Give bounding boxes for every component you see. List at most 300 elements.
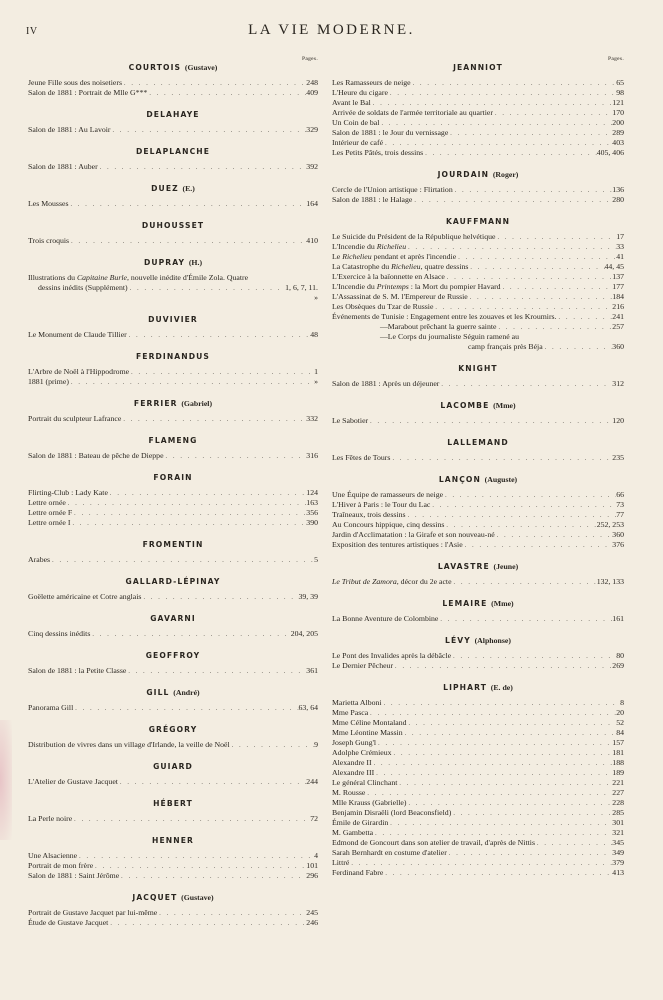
artist-heading <box>28 184 318 194</box>
artist-name: FORAIN <box>153 473 193 482</box>
artist-name: FROMENTIN <box>142 540 204 549</box>
entry-pages: 356 <box>306 508 318 517</box>
right-column <box>332 56 624 878</box>
entry-title: Joseph Gung'l <box>332 738 377 747</box>
dot-leader <box>557 313 613 322</box>
entry-pages: 403 <box>612 138 624 147</box>
entry-pages: 161 <box>612 614 624 623</box>
entry-title-part: L'Incendie du <box>332 242 377 251</box>
entry-dash: — <box>380 332 388 341</box>
index-entry <box>332 108 624 118</box>
dot-leader <box>365 789 612 798</box>
section-gap <box>332 352 624 364</box>
section-gap <box>332 671 624 683</box>
artist-name: DUPRAY <box>143 258 186 267</box>
dot-leader <box>445 273 612 282</box>
dot-leader <box>406 799 612 808</box>
section-gap <box>28 424 318 436</box>
section-gap <box>28 713 318 725</box>
index-entry <box>28 367 318 377</box>
paper-stain <box>0 720 12 840</box>
dot-leader <box>128 284 285 294</box>
artist-heading <box>332 636 624 646</box>
artist-heading <box>28 577 318 587</box>
index-entry <box>28 555 318 565</box>
index-entry <box>28 488 318 498</box>
entry-title: Le Corps du journaliste Séguin ramené au <box>387 332 520 341</box>
entry-title-part: pendant et après l'incendie <box>371 252 457 261</box>
index-entry <box>332 500 624 510</box>
entry-title: Le Dernier Pêcheur <box>332 661 394 670</box>
entry-title: Salon de 1881 : Après un déjeuner <box>332 379 440 388</box>
index-entry <box>332 738 624 748</box>
dot-leader <box>493 109 612 118</box>
index-entry <box>332 242 624 252</box>
entry-pages: 392 <box>306 162 318 171</box>
artist-heading <box>28 399 318 409</box>
artist-heading <box>28 63 318 73</box>
artist-heading <box>28 315 318 325</box>
artist-heading <box>332 63 624 73</box>
section-gap <box>332 158 624 170</box>
entry-pages: 329 <box>306 125 318 134</box>
dot-leader <box>70 519 306 528</box>
index-entry <box>28 125 318 135</box>
entry-pages: 189 <box>612 768 624 777</box>
artist-name: GUIARD <box>153 762 193 771</box>
artist-qualifier: (André) <box>173 688 200 697</box>
dot-leader <box>411 79 617 88</box>
dot-leader <box>93 862 306 871</box>
entry-title-continued: dessins inédits (Supplément) <box>38 283 128 292</box>
entry-title: Les Ramasseurs de neige <box>332 78 411 87</box>
entry-pages: 379 <box>612 858 624 867</box>
entry-title: Mme Léontine Massin <box>332 728 403 737</box>
entry-pages: 360 <box>612 530 624 539</box>
index-entry <box>332 698 624 708</box>
index-entry <box>332 232 624 242</box>
dot-leader <box>98 163 307 172</box>
entry-title: Alexandre II <box>332 758 372 767</box>
artist-qualifier: (Gustave) <box>184 63 218 72</box>
index-entry <box>332 148 624 158</box>
entry-title: Salon de 1881 : Saint Jérôme <box>28 871 120 880</box>
entry-title: M. Gambetta <box>332 828 374 837</box>
entry-pages: » <box>314 293 318 302</box>
left-column <box>28 56 318 928</box>
artist-name: GILL <box>146 688 170 697</box>
index-entry <box>332 379 624 389</box>
index-entry <box>332 453 624 463</box>
entry-pages: 257 <box>612 322 624 331</box>
entry-title: Une Équipe de ramasseurs de neige <box>332 490 444 499</box>
artist-heading <box>332 562 624 572</box>
section-gap <box>332 463 624 475</box>
entry-pages: 376 <box>612 540 624 549</box>
entry-title: Lettre ornée <box>28 498 66 507</box>
artist-name: DUVIVIER <box>148 315 198 324</box>
artist-heading <box>28 799 318 809</box>
entry-pages: 120 <box>612 416 624 425</box>
entry-title: L'Arbre de Noël à l'Hippodrome <box>28 367 130 376</box>
section-gap <box>28 565 318 577</box>
entry-pages: 409 <box>306 88 318 97</box>
entry-pages: 360 <box>612 342 624 351</box>
index-entry <box>332 858 624 868</box>
entry-pages: 98 <box>616 88 624 97</box>
index-entry <box>28 88 318 98</box>
index-entry <box>332 651 624 661</box>
dot-leader <box>543 343 613 352</box>
index-entry <box>332 312 624 322</box>
entry-title: La Bonne Aventure de Colombine <box>332 614 439 623</box>
entry-pages: 410 <box>306 236 318 245</box>
dot-leader <box>129 368 314 377</box>
artist-heading <box>28 651 318 661</box>
dot-leader <box>463 541 613 550</box>
section-gap <box>332 205 624 217</box>
artist-qualifier: (Jeune) <box>493 562 519 571</box>
section-gap <box>28 824 318 836</box>
entry-title: Flirting-Club : Lady Kate <box>28 488 108 497</box>
entry-title-part: Le <box>332 252 343 261</box>
artist-heading <box>28 221 318 231</box>
dot-leader <box>69 200 307 209</box>
section-gap <box>28 639 318 651</box>
artist-name: GAVARNI <box>150 614 196 623</box>
entry-title: Traîneaux, trois dessins <box>332 510 406 519</box>
section-gap <box>332 426 624 438</box>
dot-leader <box>423 149 597 158</box>
artist-heading <box>28 147 318 157</box>
entry-pages: 405, 406 <box>596 148 624 157</box>
entry-pages: 246 <box>306 918 318 927</box>
section-gap <box>28 881 318 893</box>
dot-leader <box>371 99 612 108</box>
entry-title: Salon de 1881 : Auber <box>28 162 98 171</box>
entry-title: L'Assassinat de S. M. l'Empereur de Russie <box>332 292 468 301</box>
dot-leader <box>501 283 613 292</box>
pages-label: Pages. <box>301 56 318 62</box>
index-entry <box>332 718 624 728</box>
index-entry <box>28 377 318 387</box>
entry-title: Événements de Tunisie : Engagement entre les zouaves et les Kroumirs. <box>332 312 557 321</box>
entry-pages: 44, 45 <box>604 262 624 271</box>
artist-heading <box>332 599 624 609</box>
entry-title: Mme Céline Montaland <box>332 718 407 727</box>
entry-title: Salon de 1881 : Bateau de pêche de Dieppe <box>28 451 164 460</box>
section-gap <box>28 340 318 352</box>
artist-qualifier: (E. de) <box>490 683 513 692</box>
entry-pages: 77 <box>616 510 624 519</box>
pages-label: Pages. <box>607 56 624 62</box>
entry-title: Exposition des tentures artistiques : l'Asie <box>332 540 463 549</box>
entry-pages: 332 <box>306 414 318 423</box>
dot-leader <box>451 652 616 661</box>
dot-leader <box>147 89 306 98</box>
artist-heading <box>28 436 318 446</box>
entry-line <box>332 332 624 342</box>
entry-title: Portrait du sculpteur Lafrance <box>28 414 122 423</box>
entry-pages: 296 <box>306 871 318 880</box>
dot-leader <box>373 829 612 838</box>
artist-name: GEOFFROY <box>145 651 201 660</box>
section-gap <box>28 528 318 540</box>
entry-title-italic: Printemps <box>376 282 409 291</box>
section-gap <box>332 587 624 599</box>
artist-heading <box>28 725 318 735</box>
dot-leader <box>374 769 612 778</box>
entry-title: Mme Pasca <box>332 708 369 717</box>
index-entry <box>28 592 318 602</box>
entry-pages: 41 <box>616 252 624 261</box>
artist-heading <box>332 170 624 180</box>
section-gap <box>28 750 318 762</box>
artist-qualifier: (H.) <box>188 258 203 267</box>
entry-pages: 248 <box>306 78 318 87</box>
artist-name: HÉBERT <box>153 799 193 808</box>
entry-title-italic: Capitaine Burle <box>76 273 127 282</box>
entry-pages: 181 <box>612 748 624 757</box>
index-entry <box>28 508 318 518</box>
artist-name: GRÉGORY <box>148 725 198 734</box>
index-entry <box>332 138 624 148</box>
entry-title: Littré <box>332 858 350 867</box>
entry-line <box>332 342 624 352</box>
dot-leader <box>72 509 306 518</box>
index-entry <box>28 518 318 528</box>
entry-title: Lettre ornée F <box>28 508 73 517</box>
entry-title <box>332 282 501 292</box>
artist-name: COURTOIS <box>128 63 182 72</box>
dot-leader <box>406 243 616 252</box>
entry-pages: 157 <box>612 738 624 747</box>
entry-pages: 136 <box>612 185 624 194</box>
artist-qualifier: (Gabriel) <box>181 399 213 408</box>
entry-pages: 164 <box>306 199 318 208</box>
index-entry <box>332 252 624 262</box>
entry-title: Cinq dessins inédits <box>28 629 91 638</box>
dot-leader <box>119 872 306 881</box>
section-gap <box>28 787 318 799</box>
entry-line <box>28 293 318 303</box>
dot-leader <box>69 237 306 246</box>
index-entry <box>28 851 318 861</box>
index-entry <box>332 78 624 88</box>
dot-leader <box>448 129 612 138</box>
dot-leader <box>407 719 617 728</box>
entry-title: Salon de 1881 : le Jour du vernissage <box>332 128 449 137</box>
artist-name: DELAPLANCHE <box>135 147 211 156</box>
entry-title: Portrait de Gustave Jacquet par lui-même <box>28 908 158 917</box>
entry-title: Cercle de l'Union artistique : Flirtation <box>332 185 453 194</box>
entry-pages: 349 <box>612 848 624 857</box>
dot-leader <box>127 331 310 340</box>
entry-pages: 63, 64 <box>298 703 318 712</box>
artist-heading <box>332 364 624 374</box>
dot-leader <box>141 593 298 602</box>
dot-leader <box>122 79 306 88</box>
index-entry <box>28 498 318 508</box>
dot-leader <box>388 89 616 98</box>
index-entry <box>332 416 624 426</box>
index-entry <box>332 818 624 828</box>
entry-title: Émile de Girardin <box>332 818 389 827</box>
dot-leader <box>406 511 617 520</box>
index-entry <box>332 788 624 798</box>
artist-name: LALLEMAND <box>447 438 509 447</box>
index-entry <box>332 302 624 312</box>
artist-name: LAVASTRE <box>437 562 490 571</box>
entry-pages: 9 <box>314 740 318 749</box>
entry-pages: 39, 39 <box>298 592 318 601</box>
entry-pages: 73 <box>616 500 624 509</box>
entry-title: Les Mousses <box>28 199 69 208</box>
dot-leader <box>126 667 306 676</box>
entry-title: Le général Clinchant <box>332 778 398 787</box>
entry-title: Sarah Bernhardt en costume d'atelier <box>332 848 447 857</box>
entry-pages: 65 <box>616 78 624 87</box>
artist-name: FLAMENG <box>148 436 198 445</box>
artist-name: LACOMBE <box>440 401 490 410</box>
index-entry <box>28 273 318 303</box>
entry-pages: 1, 6, 7, 11. <box>285 283 318 292</box>
entry-pages: 204, 205 <box>290 629 318 638</box>
index-entry <box>28 740 318 750</box>
index-entry <box>332 185 624 195</box>
artist-name: KAUFFMANN <box>445 217 511 226</box>
dot-leader <box>368 709 616 718</box>
entry-title-italic: Richelieu <box>376 242 407 251</box>
index-entry <box>28 666 318 676</box>
dot-leader <box>495 233 616 242</box>
dot-leader <box>453 186 613 195</box>
dot-leader <box>379 119 612 128</box>
artist-qualifier: (Gustave) <box>181 893 214 902</box>
entry-title: Alexandre III <box>332 768 375 777</box>
entry-pages: 5 <box>314 555 318 564</box>
artist-name: KNIGHT <box>458 364 498 373</box>
entry-title: Marietta Alboni <box>332 698 382 707</box>
entry-title: Salon de 1881 : Au Lavoir <box>28 125 111 134</box>
index-entry <box>332 332 624 352</box>
index-entry <box>332 828 624 838</box>
index-entry <box>332 708 624 718</box>
artist-qualifier: (Mme) <box>493 401 516 410</box>
index-entry <box>332 614 624 624</box>
section-gap <box>332 550 624 562</box>
entry-title: Distribution de vivres dans un village d'Irlande, la veille de Noël <box>28 740 230 749</box>
dot-leader <box>164 452 307 461</box>
artist-name: HENNER <box>152 836 194 845</box>
artist-name: LÉVY <box>445 636 471 645</box>
dot-leader <box>108 919 306 928</box>
index-entry <box>332 282 624 292</box>
entry-pages: 184 <box>612 292 624 301</box>
artist-heading <box>332 401 624 411</box>
entry-title: Portrait de mon frère <box>28 861 94 870</box>
entry-pages: 390 <box>306 518 318 527</box>
artist-qualifier: (Alphonse) <box>474 636 511 645</box>
artist-heading <box>332 438 624 448</box>
index-entry <box>28 330 318 340</box>
entry-title-continued: camp français près Béja <box>468 342 543 351</box>
index-entry <box>28 451 318 461</box>
artist-heading <box>28 352 318 362</box>
entry-title: Le Suicide du Président de la République helvétique <box>332 232 496 241</box>
index-entry <box>332 798 624 808</box>
entry-title: Intérieur de café <box>332 138 384 147</box>
entry-title-italic: Le Tribut de Zamora <box>332 577 397 586</box>
index-entry <box>332 520 624 530</box>
entry-pages: 101 <box>306 861 318 870</box>
entry-dash: — <box>380 322 388 331</box>
index-entry <box>332 490 624 500</box>
index-entry <box>28 871 318 881</box>
entry-pages: 170 <box>612 108 624 117</box>
section-gap <box>332 624 624 636</box>
dot-leader <box>451 809 612 818</box>
entry-title: Une Alsacienne <box>28 851 78 860</box>
entry-title: Panorama Gill <box>28 703 74 712</box>
artist-qualifier: (Mme) <box>491 599 514 608</box>
section-gap <box>28 602 318 614</box>
artist-name: DELAHAYE <box>146 110 200 119</box>
entry-pages: 72 <box>310 814 318 823</box>
entry-title: Les Fêtes de Tours <box>332 453 391 462</box>
dot-leader <box>447 849 612 858</box>
entry-pages: 33 <box>616 242 624 251</box>
entry-pages: 48 <box>310 330 318 339</box>
entry-title: Trois croquis <box>28 236 70 245</box>
index-entry <box>332 838 624 848</box>
entry-pages: 1 <box>314 367 318 376</box>
artist-heading <box>332 475 624 485</box>
dot-leader <box>372 759 613 768</box>
entry-pages: 241 <box>612 312 624 321</box>
index-entry <box>28 78 318 88</box>
entry-pages: 188 <box>612 758 624 767</box>
entry-pages: 163 <box>306 498 318 507</box>
entry-pages: 177 <box>612 282 624 291</box>
entry-pages: 200 <box>612 118 624 127</box>
entry-title: Étude de Gustave Jacquet <box>28 918 109 927</box>
entry-pages: 244 <box>306 777 318 786</box>
dot-leader <box>376 739 612 748</box>
entry-title: L'Atelier de Gustave Jacquet <box>28 777 118 786</box>
entry-title: Lettre ornée I <box>28 518 71 527</box>
dot-leader <box>390 454 612 463</box>
index-entry <box>332 292 624 302</box>
entry-title: M. Rousse <box>332 788 366 797</box>
entry-pages: 228 <box>612 798 624 807</box>
entry-title: Mlle Krauss (Gabrielle) <box>332 798 407 807</box>
entry-title-part: Illustrations du <box>28 273 77 282</box>
index-entry <box>332 195 624 205</box>
index-entry <box>28 162 318 172</box>
index-entry <box>28 814 318 824</box>
section-gap <box>332 389 624 401</box>
entry-title: Goëlette américaine et Cotre anglais <box>28 592 142 601</box>
entry-title: Salon de 1881 : Portrait de Mlle G*** <box>28 88 148 97</box>
section-gap <box>28 246 318 258</box>
artist-qualifier: (E.) <box>182 184 195 193</box>
index-entry <box>332 758 624 768</box>
artist-name: LEMAIRE <box>442 599 488 608</box>
dot-leader <box>433 303 612 312</box>
artist-name: JACQUET <box>132 893 178 902</box>
entry-pages: » <box>314 377 318 386</box>
